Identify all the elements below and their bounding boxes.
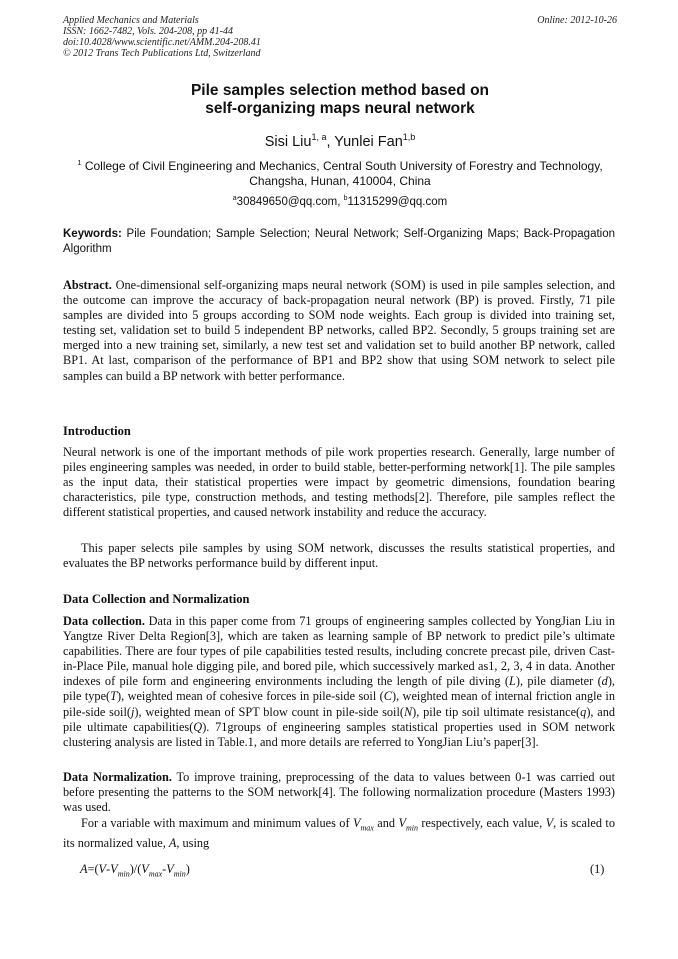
introduction-paragraph-1: Neural network is one of the important methods of pile work properties research. Generally, large number of piles engineering samples was needed, in order to build stable, better-performing network[1]. The pile samples as the input data, their statistical properties were impact by geometric dimensions, foundation bearing characteristics, pile type, construction methods, and testing methods[2]. Therefore, pile samples reflect the different statistical properties, and caused network instability and reduce the accuracy. — [63, 445, 615, 520]
keywords-text: Pile Foundation; Sample Selection; Neural Network; Self-Organizing Maps; Back-Propagation Algorithm — [63, 228, 615, 255]
abstract-text: One-dimensional self-organizing maps neural network (SOM) is used in pile samples selection, and the outcome can improve the accuracy of back-propagation neural network (BP) is proved. Firstly, 71 pile samples are divided into 5 groups according to SOM node weights. Each group is divided into training set, testing set, validation set to build 5 independent BP networks, called BP2. Secondly, 5 groups training set are merged into a new training set, similarly, a new test set and validation set to build another BP network, called BP1. At last, comparison of the performance of BP1 and BP2 show that using SOM network to select pile samples can build a BP network with better performance. — [63, 278, 615, 383]
author-2-affil: 1,b — [402, 132, 416, 142]
email-b: 11315299@qq.com — [347, 195, 448, 208]
data-collection-label: Data collection. — [63, 614, 145, 628]
author-emails — [63, 191, 617, 210]
journal-name: Applied Mechanics and Materials — [63, 15, 199, 26]
issn-line: ISSN: 1662-7482, Vols. 204-208, pp 41-44 — [63, 26, 233, 37]
introduction-paragraph-2: This paper selects pile samples by using SOM network, discusses the results statistical properties, and evaluates the BP networks performance build by different input. — [63, 541, 615, 571]
variable-scaling-paragraph: For a variable with maximum and minimum values of $V_{max}$ and $V_{min}$ respectively, each value, V, is scaled to its normalized value, A, using — [63, 816, 615, 850]
keywords — [63, 227, 615, 256]
affiliation-line-1: $^1$ College of Civil Engineering and Mechanics, Central South University of Forestry and Technology, — [77, 158, 603, 173]
introduction-heading: Introduction — [63, 424, 131, 438]
equation-number: (1) — [590, 862, 605, 876]
affiliation-mark: 1 — [77, 158, 82, 167]
author-1: Sisi Liu — [264, 133, 312, 150]
affiliation-line-2: Changsha, Hunan, 410004, China — [249, 174, 431, 188]
affiliation — [63, 155, 617, 189]
email-a: 30849650@qq.com, — [236, 195, 344, 208]
data-normalization-paragraph: Data Normalization. To improve training, preprocessing of the data to values between 0-1 was carried out before presenting the patterns to the SOM network[4]. The following normalization procedure (Masters 1993) was used. — [63, 770, 615, 815]
email-b-mark: b — [343, 195, 348, 202]
copyright-line: © 2012 Trans Tech Publications Ltd, Switzerland — [63, 48, 261, 59]
online-date: Online: 2012-10-26 — [537, 15, 617, 26]
author-list — [63, 128, 617, 151]
author-1-affil: 1, a — [311, 132, 327, 142]
email-a-mark: a — [232, 195, 237, 202]
doi-line: doi:10.4028/www.scientific.net/AMM.204-208.41 — [63, 37, 261, 48]
keywords-label: Keywords: — [63, 228, 122, 240]
author-2: Yunlei Fan — [334, 133, 403, 150]
normalization-equation: $A=(V-V_{min})/(V_{max}-V_{min})$ — [80, 862, 190, 879]
abstract-label: Abstract. — [63, 278, 112, 292]
title-line-1: Pile samples selection method based on — [190, 82, 490, 99]
journal-header — [63, 15, 617, 59]
data-section-heading: Data Collection and Normalization — [63, 592, 250, 606]
title-line-2: self-organizing maps neural network — [205, 100, 475, 117]
author-separator: , — [326, 133, 335, 150]
abstract — [63, 278, 615, 384]
data-collection-paragraph: Data collection. Data in this paper come from 71 groups of engineering samples collected by YongJian Liu in Yangtze River Delta Region[3], which are taken as learning sample of BP network to predict pile’s ultimate capabilities. There are four types of pile capabilities tested results, including concrete precast pile, driven Cast-in-Place Pile, manual hole digging pile, and bored pile, which successively marked as1, 2, 3, 4 in data. Another indexes of pile form and engineering environments including the length of pile diving (L), pile diameter (d), pile type(T), weighted mean of cohesive forces in pile-side soil (C), weighted mean of internal friction angle in pile-side soil(j), weighted mean of SPT blow count in pile-side soil(N), pile tip soil ultimate resistance(q), and pile ultimate capabilities(Q). 71groups of engineering samples statistical properties used in SOM network clustering analysis are listed in Table.1, and more details are referred to YongJian Liu’s paper[3]. — [63, 614, 616, 749]
paper-title — [63, 82, 617, 118]
data-normalization-label: Data Normalization. — [63, 770, 172, 784]
